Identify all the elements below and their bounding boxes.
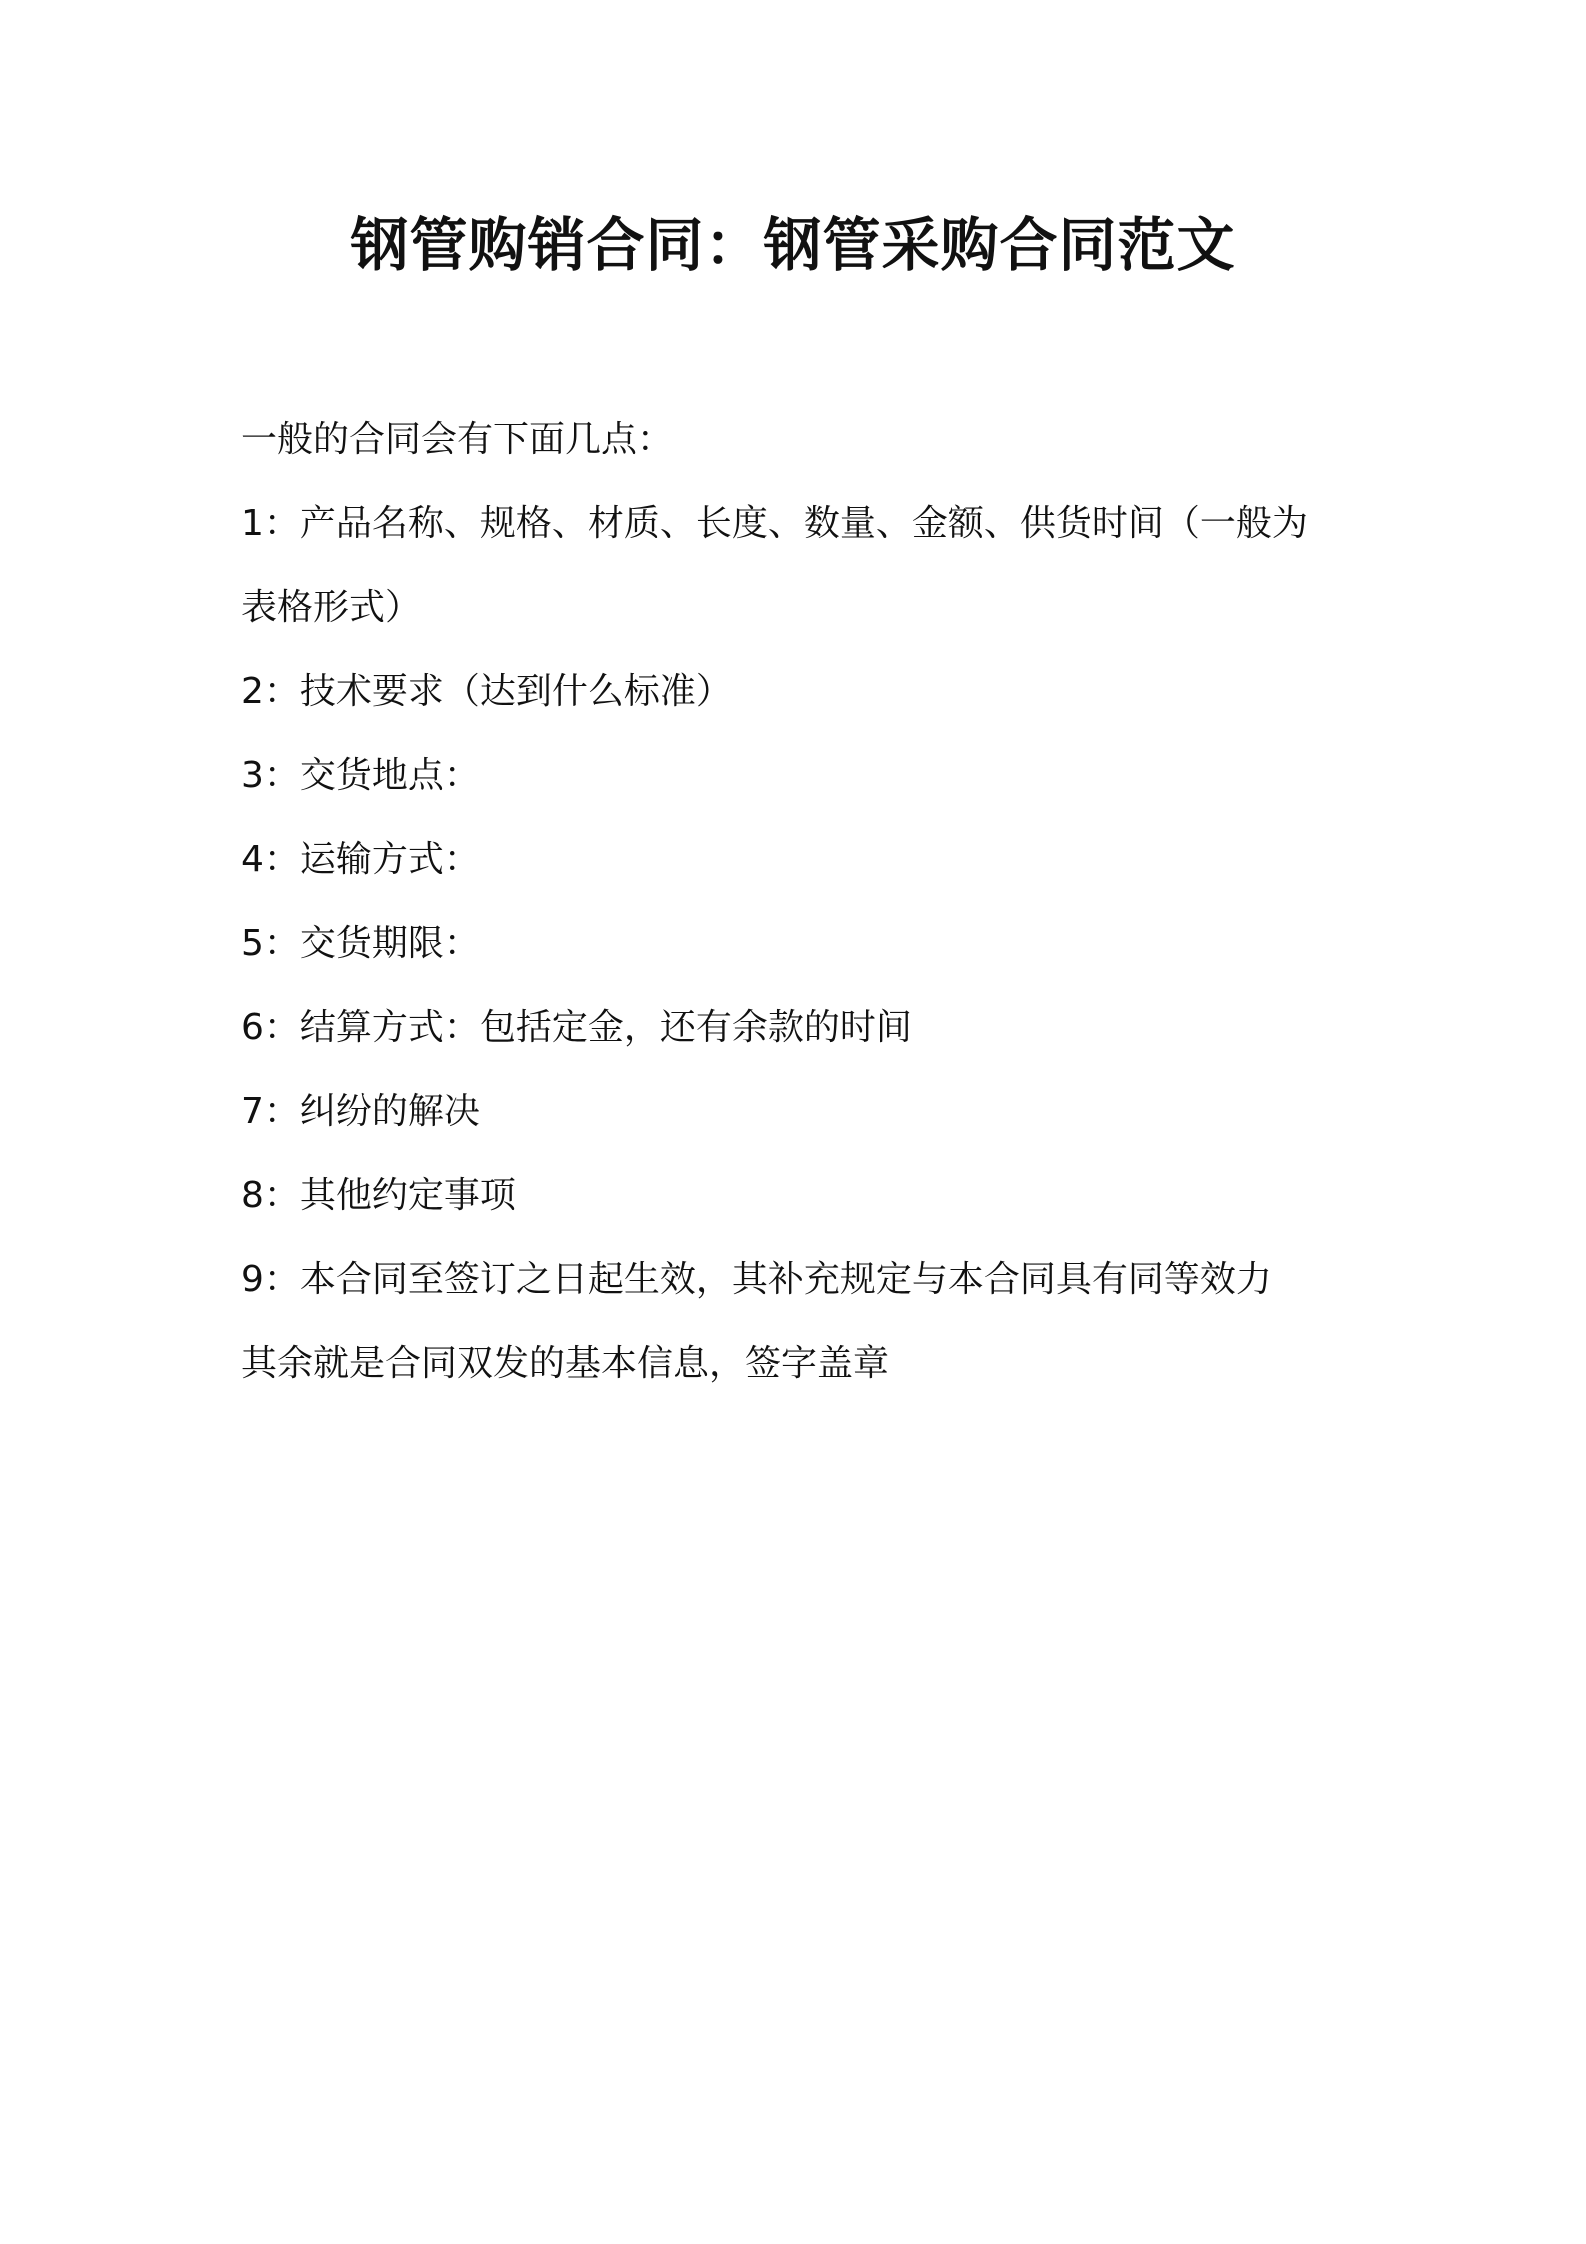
document-body bbox=[241, 398, 1371, 1406]
item-6-line: 6：结算方式：包括定金，还有余款的时间 bbox=[241, 1007, 912, 1048]
item-8-line: 8：其他约定事项 bbox=[241, 1175, 516, 1216]
item-9-line: 9：本合同至签订之日起生效，其补充规定与本合同具有同等效力 bbox=[241, 1259, 1272, 1300]
closing-line: 其余就是合同双发的基本信息，签字盖章 bbox=[241, 1343, 890, 1384]
intro-line: 一般的合同会有下面几点： bbox=[241, 419, 674, 460]
document-title: 钢管购销合同：钢管采购合同范文 bbox=[350, 211, 1236, 279]
item-3-line: 3：交货地点： bbox=[241, 755, 480, 796]
item-2-line: 2：技术要求（达到什么标准） bbox=[241, 671, 732, 712]
item-7-line: 7：纠纷的解决 bbox=[241, 1091, 480, 1132]
item-5-line: 5：交货期限： bbox=[241, 923, 480, 964]
item-1-line-2: 表格形式） bbox=[241, 587, 422, 628]
item-4-line: 4：运输方式： bbox=[241, 839, 480, 880]
item-1-line-1: 1：产品名称、规格、材质、长度、数量、金额、供货时间（一般为 bbox=[241, 503, 1308, 544]
